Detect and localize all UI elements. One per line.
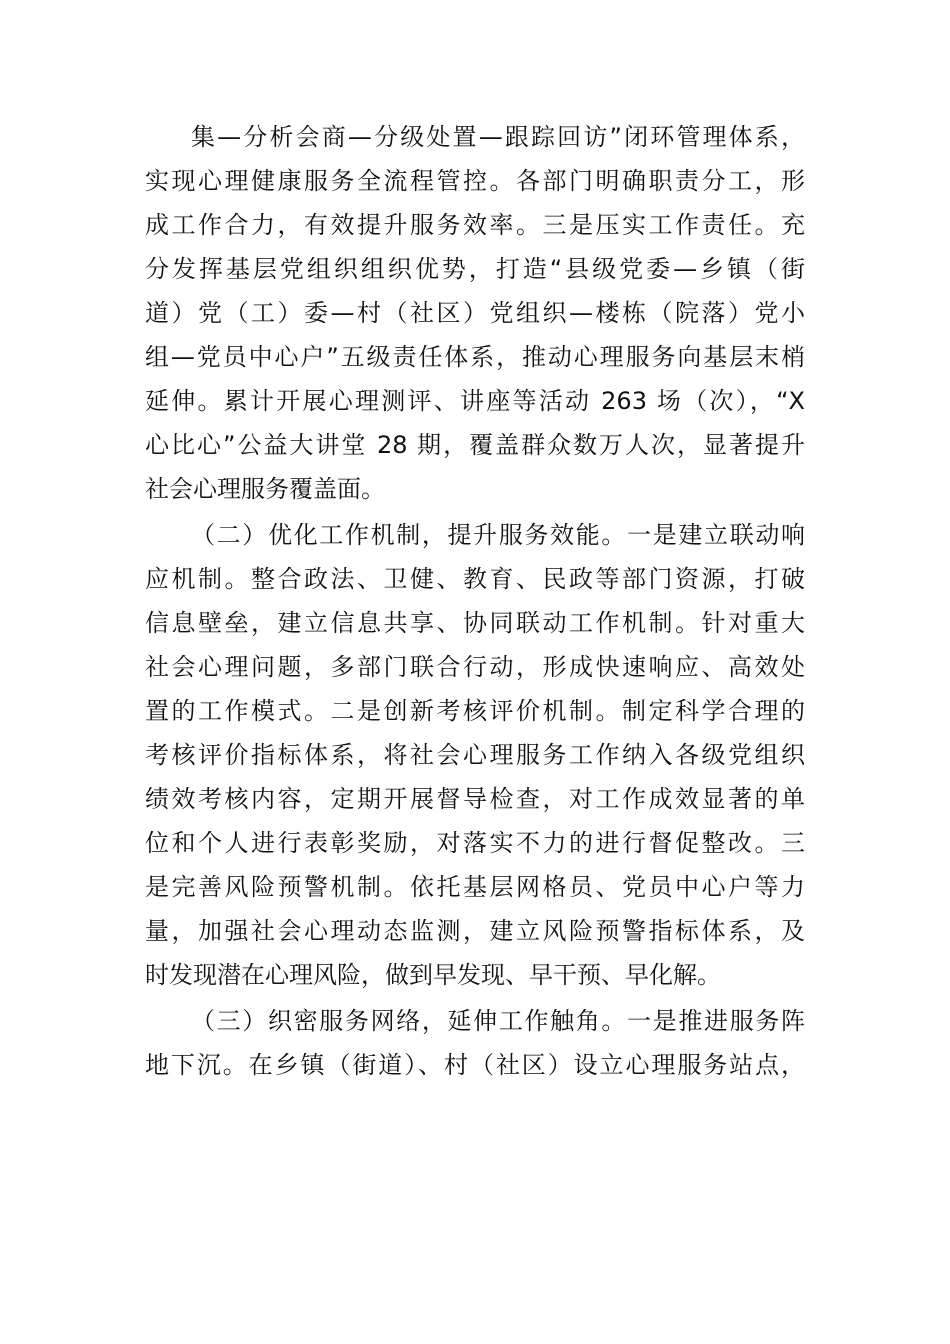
text-line: 成工作合力，有效提升服务效率。三是压实工作责任。充 [145, 211, 805, 239]
text-line: 心比心”公益大讲堂 28 期，覆盖群众数万人次，显著提升 [145, 431, 805, 459]
text-line: 位和个人进行表彰奖励，对落实不力的进行督促整改。三 [145, 829, 805, 857]
text-line: 是完善风险预警机制。依托基层网格员、党员中心户等力 [145, 873, 805, 901]
section-heading-line: （三）织密服务网络，延伸工作触角。一是推进服务阵 [191, 1007, 805, 1035]
text-line: 集—分析会商—分级处置—跟踪回访”闭环管理体系， [191, 123, 805, 151]
text-line: 延伸。累计开展心理测评、讲座等活动 263 场（次），“X [145, 387, 805, 415]
text-line: 社会心理服务覆盖面。 [145, 475, 385, 503]
text-line: 应机制。整合政法、卫健、教育、民政等部门资源，打破 [145, 565, 805, 593]
text-line: 信息壁垒，建立信息共享、协同联动工作机制。针对重大 [145, 609, 805, 637]
text-line: 社会心理问题，多部门联合行动，形成快速响应、高效处 [145, 653, 805, 681]
text-line: 量，加强社会心理动态监测，建立风险预警指标体系，及 [145, 917, 805, 945]
text-line: 置的工作模式。二是创新考核评价机制。制定科学合理的 [145, 697, 805, 725]
text-line: 时发现潜在心理风险，做到早发现、早干预、早化解。 [145, 961, 721, 989]
text-line: 实现心理健康服务全流程管控。各部门明确职责分工，形 [145, 167, 805, 195]
section-heading-line: （二）优化工作机制，提升服务效能。一是建立联动响 [191, 521, 805, 549]
text-line: 绩效考核内容，定期开展督导检查，对工作成效显著的单 [145, 785, 805, 813]
text-line: 考核评价指标体系，将社会心理服务工作纳入各级党组织 [145, 741, 805, 769]
text-line: 道）党（工）委—村（社区）党组织—楼栋（院落）党小 [145, 299, 805, 327]
text-line: 组—党员中心户”五级责任体系，推动心理服务向基层末梢 [145, 343, 805, 371]
text-line: 分发挥基层党组织组织优势，打造“县级党委—乡镇（街 [145, 255, 805, 283]
text-line: 地下沉。在乡镇（街道）、村（社区）设立心理服务站点， [145, 1051, 805, 1079]
